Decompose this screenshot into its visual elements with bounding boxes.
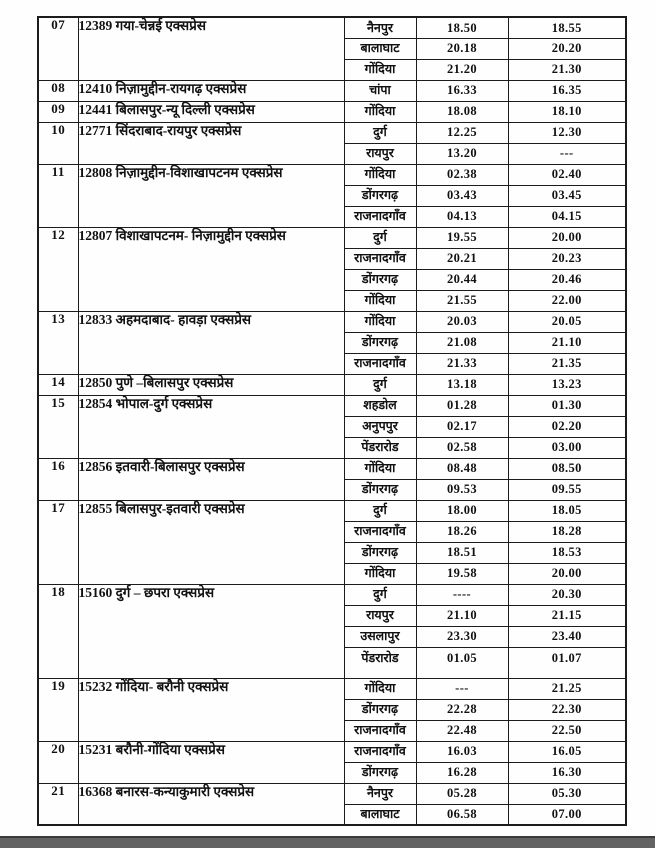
station-cell: राजनादगाँव <box>344 521 416 542</box>
departure-time-cell: 20.00 <box>508 563 626 584</box>
arrival-time-cell: 03.43 <box>416 185 508 206</box>
departure-time-cell: 18.53 <box>508 542 626 563</box>
arrival-time-cell: 16.33 <box>416 80 508 101</box>
station-cell: चांपा <box>344 80 416 101</box>
arrival-time-cell: 16.28 <box>416 762 508 783</box>
serial-number-cell: 20 <box>38 741 78 783</box>
train-name-cell: 12856 इतवारी-बिलासपुर एक्सप्रेस <box>78 458 344 500</box>
station-cell: गोंदिया <box>344 59 416 80</box>
arrival-time-cell: 23.30 <box>416 626 508 647</box>
serial-number-cell: 19 <box>38 678 78 741</box>
table-row <box>38 500 626 521</box>
departure-time-cell: 22.30 <box>508 699 626 720</box>
arrival-time-cell: --- <box>416 678 508 699</box>
arrival-time-cell: 20.18 <box>416 38 508 59</box>
arrival-time-cell: 01.28 <box>416 395 508 416</box>
arrival-time-cell: 12.25 <box>416 122 508 143</box>
station-cell: नैनपुर <box>344 783 416 804</box>
table-row <box>38 783 626 804</box>
arrival-time-cell: 09.53 <box>416 479 508 500</box>
train-name-cell: 12854 भोपाल-दुर्ग एक्सप्रेस <box>78 395 344 458</box>
station-cell: नैनपुर <box>344 17 416 38</box>
departure-time-cell: 16.05 <box>508 741 626 762</box>
arrival-time-cell: 18.26 <box>416 521 508 542</box>
train-name-cell: 12850 पुणे –बिलासपुर एक्सप्रेस <box>78 374 344 395</box>
arrival-time-cell: 21.10 <box>416 605 508 626</box>
station-cell: डोंगरगढ़ <box>344 269 416 290</box>
arrival-time-cell: 20.03 <box>416 311 508 332</box>
station-cell: गोंदिया <box>344 290 416 311</box>
arrival-time-cell: 19.55 <box>416 227 508 248</box>
departure-time-cell: 18.28 <box>508 521 626 542</box>
arrival-time-cell: 21.33 <box>416 353 508 374</box>
train-name-cell: 15160 दुर्ग – छपरा एक्सप्रेस <box>78 584 344 678</box>
departure-time-cell: 09.55 <box>508 479 626 500</box>
station-cell: गोंदिया <box>344 101 416 122</box>
departure-time-cell: 02.20 <box>508 416 626 437</box>
station-cell: गोंदिया <box>344 311 416 332</box>
arrival-time-cell: 06.58 <box>416 804 508 825</box>
departure-time-cell: 03.00 <box>508 437 626 458</box>
serial-number-cell: 11 <box>38 164 78 227</box>
departure-time-cell: 21.15 <box>508 605 626 626</box>
departure-time-cell: 18.55 <box>508 17 626 38</box>
arrival-time-cell: 02.17 <box>416 416 508 437</box>
station-cell: डोंगरगढ़ <box>344 479 416 500</box>
train-timetable <box>37 16 627 826</box>
station-cell: दुर्ग <box>344 122 416 143</box>
serial-number-cell: 21 <box>38 783 78 825</box>
serial-number-cell: 18 <box>38 584 78 678</box>
table-row <box>38 122 626 143</box>
table-row <box>38 678 626 699</box>
station-cell: डोंगरगढ़ <box>344 332 416 353</box>
serial-number-cell: 08 <box>38 80 78 101</box>
station-cell: दुर्ग <box>344 227 416 248</box>
station-cell: रायपुर <box>344 143 416 164</box>
departure-time-cell: 16.30 <box>508 762 626 783</box>
table-row <box>38 741 626 762</box>
train-name-cell: 12807 विशाखापटनम- निज़ामुद्दीन एक्सप्रेस <box>78 227 344 311</box>
departure-time-cell: 21.30 <box>508 59 626 80</box>
serial-number-cell: 10 <box>38 122 78 164</box>
station-cell: दुर्ग <box>344 374 416 395</box>
station-cell: पेंडरारोड <box>344 437 416 458</box>
serial-number-cell: 13 <box>38 311 78 374</box>
serial-number-cell: 12 <box>38 227 78 311</box>
departure-time-cell: 12.30 <box>508 122 626 143</box>
departure-time-cell: 04.15 <box>508 206 626 227</box>
station-cell: डोंगरगढ़ <box>344 542 416 563</box>
station-cell: उसलापुर <box>344 626 416 647</box>
table-row <box>38 458 626 479</box>
arrival-time-cell: 02.58 <box>416 437 508 458</box>
departure-time-cell: 16.35 <box>508 80 626 101</box>
arrival-time-cell: 04.13 <box>416 206 508 227</box>
arrival-time-cell: 18.08 <box>416 101 508 122</box>
arrival-time-cell: 22.48 <box>416 720 508 741</box>
station-cell: दुर्ग <box>344 584 416 605</box>
departure-time-cell: 20.00 <box>508 227 626 248</box>
departure-time-cell: 22.50 <box>508 720 626 741</box>
departure-time-cell: 20.46 <box>508 269 626 290</box>
arrival-time-cell: 20.21 <box>416 248 508 269</box>
station-cell: राजनादगाँव <box>344 248 416 269</box>
table-row <box>38 80 626 101</box>
station-cell: डोंगरगढ़ <box>344 762 416 783</box>
arrival-time-cell: 18.50 <box>416 17 508 38</box>
departure-time-cell: 13.23 <box>508 374 626 395</box>
table-row <box>38 227 626 248</box>
station-cell: शहडोल <box>344 395 416 416</box>
serial-number-cell: 07 <box>38 17 78 80</box>
table-row <box>38 17 626 38</box>
departure-time-cell: 21.35 <box>508 353 626 374</box>
departure-time-cell: 20.05 <box>508 311 626 332</box>
timetable-body <box>38 17 626 825</box>
train-name-cell: 12808 निज़ामुद्दीन-विशाखापटनम एक्सप्रेस <box>78 164 344 227</box>
arrival-time-cell: 13.20 <box>416 143 508 164</box>
station-cell: राजनादगाँव <box>344 353 416 374</box>
station-cell: रायपुर <box>344 605 416 626</box>
station-cell: बालाघाट <box>344 804 416 825</box>
departure-time-cell: 22.00 <box>508 290 626 311</box>
departure-time-cell: 23.40 <box>508 626 626 647</box>
arrival-time-cell: 16.03 <box>416 741 508 762</box>
departure-time-cell: 08.50 <box>508 458 626 479</box>
departure-time-cell: 20.20 <box>508 38 626 59</box>
arrival-time-cell: 05.28 <box>416 783 508 804</box>
station-cell: राजनादगाँव <box>344 741 416 762</box>
arrival-time-cell: ---- <box>416 584 508 605</box>
station-cell: राजनादगाँव <box>344 206 416 227</box>
serial-number-cell: 16 <box>38 458 78 500</box>
arrival-time-cell: 18.00 <box>416 500 508 521</box>
serial-number-cell: 15 <box>38 395 78 458</box>
serial-number-cell: 14 <box>38 374 78 395</box>
departure-time-cell: 21.10 <box>508 332 626 353</box>
arrival-time-cell: 02.38 <box>416 164 508 185</box>
station-cell: पेंडरारोड <box>344 647 416 678</box>
train-name-cell: 12389 गया-चेन्नई एक्सप्रेस <box>78 17 344 80</box>
departure-time-cell: 01.07 <box>508 647 626 678</box>
departure-time-cell: 03.45 <box>508 185 626 206</box>
arrival-time-cell: 21.08 <box>416 332 508 353</box>
table-row <box>38 374 626 395</box>
serial-number-cell: 09 <box>38 101 78 122</box>
station-cell: डोंगरगढ़ <box>344 699 416 720</box>
arrival-time-cell: 20.44 <box>416 269 508 290</box>
station-cell: गोंदिया <box>344 563 416 584</box>
departure-time-cell: 07.00 <box>508 804 626 825</box>
station-cell: दुर्ग <box>344 500 416 521</box>
station-cell: राजनादगाँव <box>344 720 416 741</box>
train-name-cell: 12410 निज़ामुद्दीन-रायगढ़ एक्सप्रेस <box>78 80 344 101</box>
arrival-time-cell: 19.58 <box>416 563 508 584</box>
page-bottom-bar <box>0 836 655 848</box>
departure-time-cell: --- <box>508 143 626 164</box>
station-cell: गोंदिया <box>344 678 416 699</box>
departure-time-cell: 05.30 <box>508 783 626 804</box>
station-cell: बालाघाट <box>344 38 416 59</box>
station-cell: डोंगरगढ़ <box>344 185 416 206</box>
arrival-time-cell: 18.51 <box>416 542 508 563</box>
arrival-time-cell: 21.55 <box>416 290 508 311</box>
departure-time-cell: 20.30 <box>508 584 626 605</box>
table-row <box>38 584 626 605</box>
arrival-time-cell: 21.20 <box>416 59 508 80</box>
departure-time-cell: 18.10 <box>508 101 626 122</box>
arrival-time-cell: 22.28 <box>416 699 508 720</box>
arrival-time-cell: 13.18 <box>416 374 508 395</box>
departure-time-cell: 02.40 <box>508 164 626 185</box>
table-row <box>38 101 626 122</box>
table-row <box>38 311 626 332</box>
train-name-cell: 15232 गोंदिया- बरौनी एक्सप्रेस <box>78 678 344 741</box>
train-name-cell: 12855 बिलासपुर-इतवारी एक्सप्रेस <box>78 500 344 584</box>
table-row <box>38 164 626 185</box>
train-name-cell: 16368 बनारस-कन्याकुमारी एक्सप्रेस <box>78 783 344 825</box>
train-name-cell: 12441 बिलासपुर-न्यू दिल्ली एक्सप्रेस <box>78 101 344 122</box>
arrival-time-cell: 08.48 <box>416 458 508 479</box>
station-cell: अनुपपुर <box>344 416 416 437</box>
table-row <box>38 395 626 416</box>
arrival-time-cell: 01.05 <box>416 647 508 678</box>
station-cell: गोंदिया <box>344 164 416 185</box>
serial-number-cell: 17 <box>38 500 78 584</box>
station-cell: गोंदिया <box>344 458 416 479</box>
train-name-cell: 12771 सिंदराबाद-रायपुर एक्सप्रेस <box>78 122 344 164</box>
departure-time-cell: 20.23 <box>508 248 626 269</box>
train-name-cell: 12833 अहमदाबाद- हावड़ा एक्सप्रेस <box>78 311 344 374</box>
train-name-cell: 15231 बरौनी-गोंदिया एक्सप्रेस <box>78 741 344 783</box>
departure-time-cell: 18.05 <box>508 500 626 521</box>
departure-time-cell: 21.25 <box>508 678 626 699</box>
departure-time-cell: 01.30 <box>508 395 626 416</box>
